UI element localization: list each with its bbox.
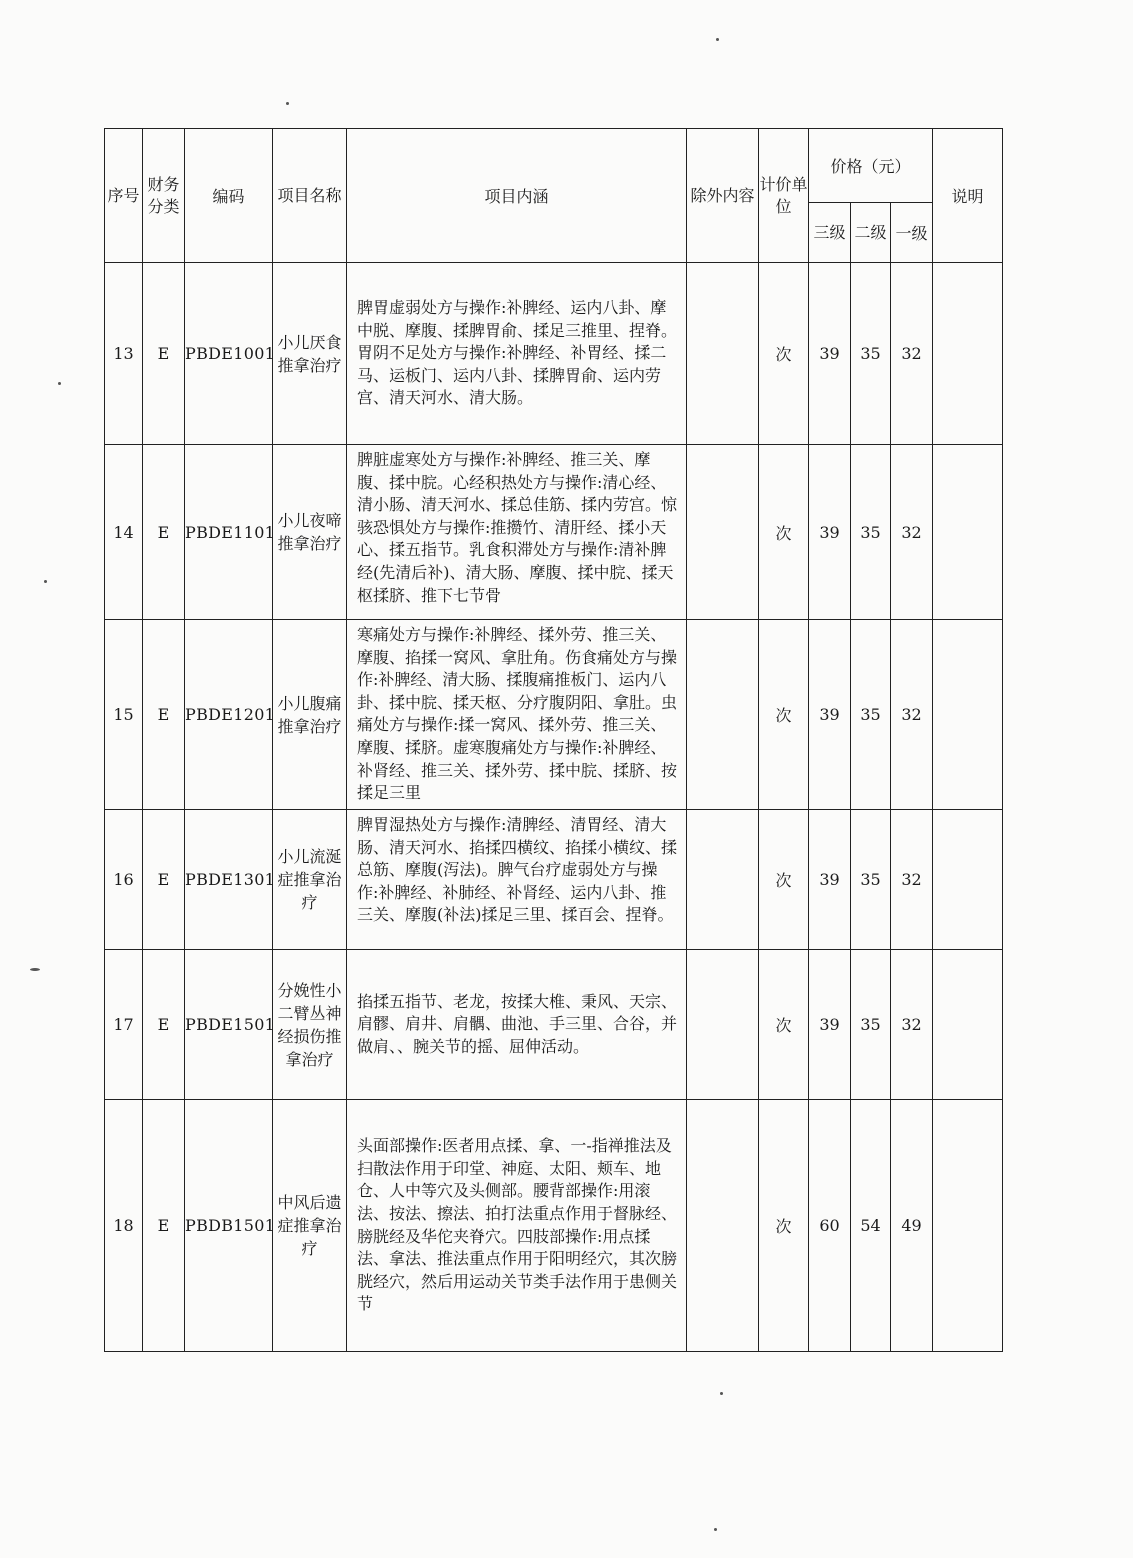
table-row [105, 620, 1003, 810]
row-seq: 18 [105, 1100, 143, 1352]
table-row [105, 1100, 1003, 1352]
row-seq: 17 [105, 950, 143, 1100]
row-seq: 14 [105, 445, 143, 620]
row-content [347, 445, 687, 620]
row-price-level1: 32 [891, 810, 933, 950]
row-notes [933, 950, 1003, 1100]
scan-speck [286, 102, 289, 105]
header-level1: 一级 [891, 203, 933, 263]
row-name: 小儿腹痛推拿治疗 [273, 620, 347, 810]
row-name: 小儿流涎症推拿治疗 [273, 810, 347, 950]
row-notes [933, 1100, 1003, 1352]
row-name: 分娩性小二臂丛神经损伤推拿治疗 [273, 950, 347, 1100]
table-row [105, 950, 1003, 1100]
scan-speck [44, 580, 47, 583]
row-price-level1: 49 [891, 1100, 933, 1352]
header-category: 财务分类 [143, 129, 185, 263]
row-code: PBDE1501 [185, 950, 273, 1100]
table-row [105, 263, 1003, 445]
table-row [105, 810, 1003, 950]
header-content: 项目内涵 [347, 129, 687, 263]
row-category: E [143, 1100, 185, 1352]
row-unit: 次 [759, 263, 809, 445]
row-unit: 次 [759, 620, 809, 810]
scan-speck [716, 38, 719, 41]
row-price-level2: 35 [851, 950, 891, 1100]
row-code: PBDE1101 [185, 445, 273, 620]
header-exclusions: 除外内容 [687, 129, 759, 263]
header-level3: 三级 [809, 203, 851, 263]
row-price-level1: 32 [891, 620, 933, 810]
row-exclusions [687, 445, 759, 620]
row-content: 头面部操作:医者用点揉、拿、一-指禅推法及扫散法作用于印堂、神庭、太阳、颊车、地仓、人中等穴及头侧部。腰背部操作:用滚法、按法、擦法、拍打法重点作用于督脉经、膀胱经及华佗夹脊穴。四肢部操作:用点揉法、拿法、推法重点作用于阳明经穴，其次膀胱经穴，然后用运动关节类手法作用于患侧关节 [347, 1100, 687, 1352]
scan-speck [58, 382, 61, 385]
row-content: 脾胃虚弱处方与操作:补脾经、运内八卦、摩中脱、摩腹、揉脾胃俞、揉足三推里、捏脊。胃阴不足处方与操作:补脾经、补胃经、揉二马、运板门、运内八卦、揉脾胃俞、运内劳宫、清天河水、清大肠。 [347, 263, 687, 445]
row-notes [933, 263, 1003, 445]
row-category: E [143, 810, 185, 950]
row-price-level3: 39 [809, 263, 851, 445]
row-price-level2: 54 [851, 1100, 891, 1352]
row-price-level3: 60 [809, 1100, 851, 1352]
row-exclusions [687, 810, 759, 950]
header-price: 价格（元） [809, 129, 933, 203]
row-notes [933, 445, 1003, 620]
row-unit: 次 [759, 445, 809, 620]
row-price-level2: 35 [851, 263, 891, 445]
row-exclusions [687, 620, 759, 810]
row-price-level1: 32 [891, 263, 933, 445]
scan-speck [714, 1528, 717, 1531]
row-price-level1: 32 [891, 950, 933, 1100]
row-unit: 次 [759, 810, 809, 950]
row-code: PBDE1201 [185, 620, 273, 810]
row-code: PBDE1301 [185, 810, 273, 950]
price-table [104, 128, 1003, 1352]
row-unit: 次 [759, 950, 809, 1100]
row-name: 小儿厌食推拿治疗 [273, 263, 347, 445]
row-category: E [143, 263, 185, 445]
row-price-level1: 32 [891, 445, 933, 620]
row-code: PBDB1501 [185, 1100, 273, 1352]
row-notes [933, 810, 1003, 950]
row-price-level2: 35 [851, 445, 891, 620]
row-content: 脾胃湿热处方与操作:清脾经、清胃经、清大肠、清天河水、掐揉四横纹、掐揉小横纹、揉总筋、摩腹(泻法)。脾气台疗虚弱处方与操作:补脾经、补肺经、补肾经、运内八卦、推三关、摩腹(补法)揉足三里、揉百会、捏脊。 [347, 810, 687, 950]
row-content: 掐揉五指节、老龙，按揉大椎、秉风、天宗、肩髎、肩井、肩髃、曲池、手三里、合谷，并做肩、、腕关节的摇、屈伸活动。 [347, 950, 687, 1100]
header-name: 项目名称 [273, 129, 347, 263]
table-row [105, 445, 1003, 620]
row-seq: 13 [105, 263, 143, 445]
row-price-level3: 39 [809, 620, 851, 810]
header-unit: 计价单位 [759, 129, 809, 263]
row-exclusions [687, 1100, 759, 1352]
header-notes: 说明 [933, 129, 1003, 263]
row-name: 小儿夜啼推拿治疗 [273, 445, 347, 620]
row-content: 寒痛处方与操作:补脾经、揉外劳、推三关、摩腹、掐揉一窝风、拿肚角。伤食痛处方与操作:补脾经、清大肠、揉腹痛推板门、运内八卦、揉中脘、揉天枢、分疗腹阴阳、拿肚。虫痛处方与操作:揉一窝风、揉外劳、推三关、摩腹、揉脐。虚寒腹痛处方与操作:补脾经、补肾经、推三关、揉外劳、揉中脘、揉脐、按揉足三里 [347, 620, 687, 810]
row-price-level2: 35 [851, 620, 891, 810]
row-notes [933, 620, 1003, 810]
row-exclusions [687, 950, 759, 1100]
row-category: E [143, 620, 185, 810]
row-category: E [143, 950, 185, 1100]
scan-speck [720, 1392, 723, 1395]
row-code: PBDE1001 [185, 263, 273, 445]
header-level2: 二级 [851, 203, 891, 263]
row-content-text: 脾脏虚寒处方与操作:补脾经、推三关、摩腹、揉中脘。心经积热处方与操作:清心经、清小肠、清天河水、揉总佳筋、揉内劳宫。惊骇恐惧处方与操作:推攒竹、清肝经、揉小天心、揉五指节。乳食积滞处方与操作:清补脾经(先清后补)、清大肠、摩腹、揉中脘、揉天枢揉脐、推下七节骨 [357, 450, 678, 605]
row-name: 中风后遗症推拿治疗 [273, 1100, 347, 1352]
header-seq: 序号 [105, 129, 143, 263]
row-category: E [143, 445, 185, 620]
row-price-level3: 39 [809, 810, 851, 950]
row-price-level3: 39 [809, 950, 851, 1100]
row-unit: 次 [759, 1100, 809, 1352]
row-seq: 15 [105, 620, 143, 810]
row-price-level3: 39 [809, 445, 851, 620]
row-exclusions [687, 263, 759, 445]
row-seq: 16 [105, 810, 143, 950]
header-code: 编码 [185, 129, 273, 263]
scan-speck [30, 968, 40, 971]
row-price-level2: 35 [851, 810, 891, 950]
